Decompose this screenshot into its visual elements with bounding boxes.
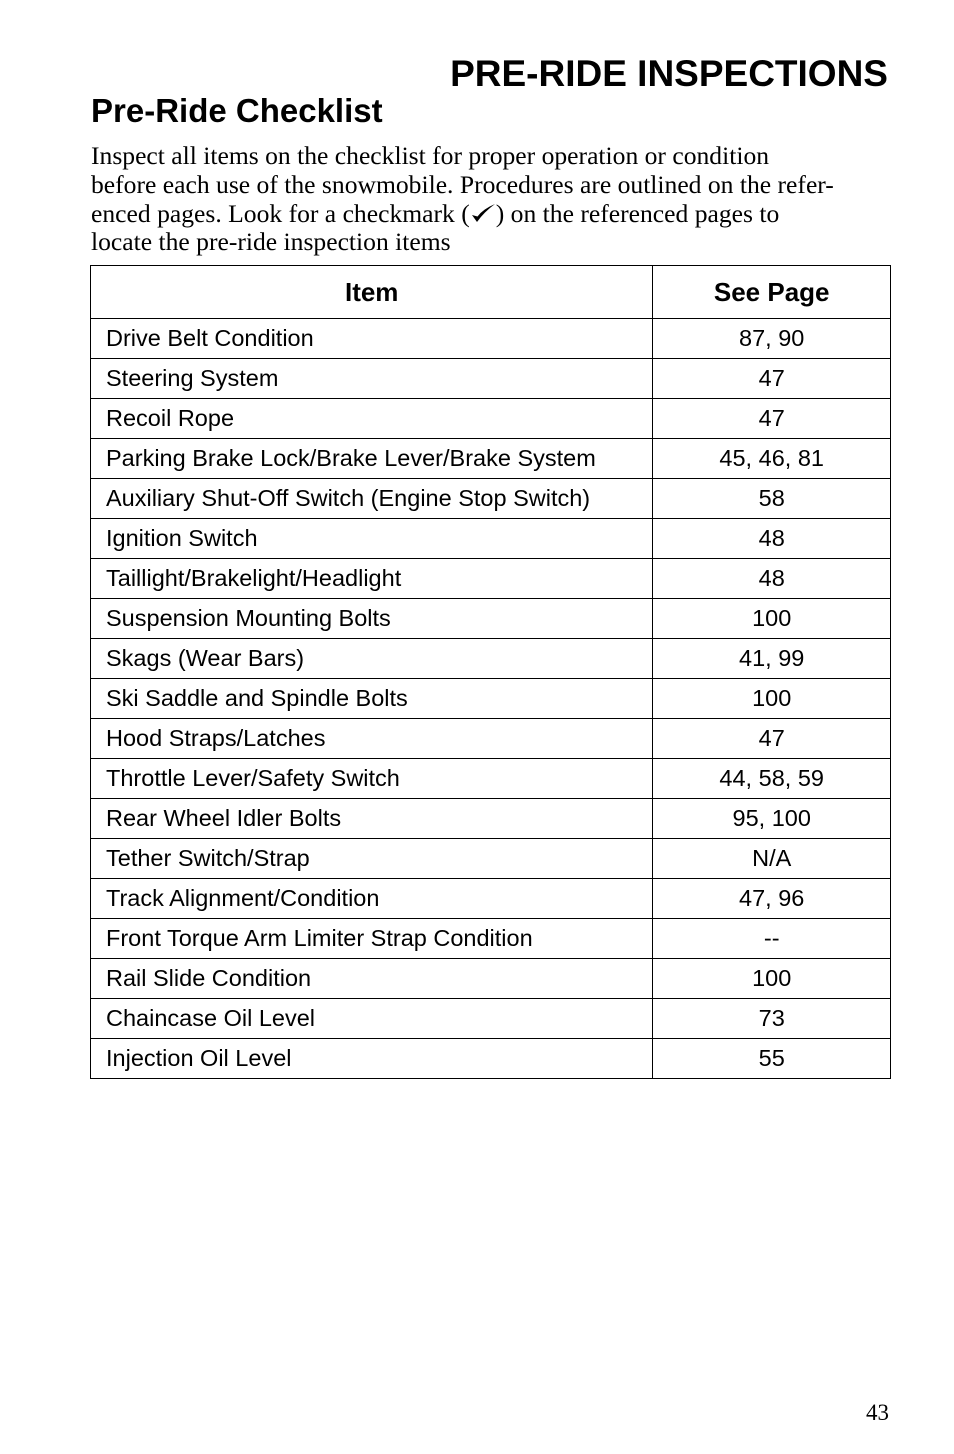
item-cell: Auxiliary Shut-Off Switch (Engine Stop Switch) bbox=[91, 479, 653, 519]
see-page-cell: 47, 96 bbox=[653, 879, 891, 919]
see-page-cell: 47 bbox=[653, 719, 891, 759]
column-header-item: Item bbox=[91, 266, 653, 319]
table-row bbox=[91, 679, 891, 719]
item-cell: Ignition Switch bbox=[91, 519, 653, 559]
item-cell: Track Alignment/Condition bbox=[91, 879, 653, 919]
checkmark-icon bbox=[470, 202, 496, 224]
intro-line-1: Inspect all items on the checklist for proper operation or condition bbox=[91, 141, 770, 170]
table-row bbox=[91, 439, 891, 479]
table-row bbox=[91, 839, 891, 879]
item-cell: Recoil Rope bbox=[91, 399, 653, 439]
item-cell: Ski Saddle and Spindle Bolts bbox=[91, 679, 653, 719]
pre-ride-checklist-table bbox=[90, 265, 891, 1079]
item-cell: Taillight/Brakelight/Headlight bbox=[91, 559, 653, 599]
see-page-cell: 48 bbox=[653, 519, 891, 559]
table-row bbox=[91, 599, 891, 639]
item-cell: Front Torque Arm Limiter Strap Condition bbox=[91, 919, 653, 959]
see-page-cell: 55 bbox=[653, 1039, 891, 1079]
item-cell: Tether Switch/Strap bbox=[91, 839, 653, 879]
section-title: Pre-Ride Checklist bbox=[91, 92, 383, 129]
intro-line-3-start: enced pages. Look for a checkmark ( bbox=[91, 198, 470, 228]
see-page-cell: -- bbox=[653, 919, 891, 959]
table-row bbox=[91, 479, 891, 519]
table-row bbox=[91, 319, 891, 359]
item-cell: Hood Straps/Latches bbox=[91, 719, 653, 759]
item-cell: Skags (Wear Bars) bbox=[91, 639, 653, 679]
table-row bbox=[91, 799, 891, 839]
item-cell: Steering System bbox=[91, 359, 653, 399]
table-row bbox=[91, 719, 891, 759]
item-cell: Chaincase Oil Level bbox=[91, 999, 653, 1039]
item-cell: Throttle Lever/Safety Switch bbox=[91, 759, 653, 799]
item-cell: Rear Wheel Idler Bolts bbox=[91, 799, 653, 839]
item-cell: Rail Slide Condition bbox=[91, 959, 653, 999]
table-row bbox=[91, 759, 891, 799]
table-row bbox=[91, 399, 891, 439]
table-row bbox=[91, 559, 891, 599]
chapter-title: PRE-RIDE INSPECTIONS bbox=[450, 53, 888, 94]
intro-line-4: locate the pre-ride inspection items bbox=[91, 227, 451, 257]
item-cell: Suspension Mounting Bolts bbox=[91, 599, 653, 639]
table-header-row bbox=[91, 266, 891, 319]
intro-paragraph bbox=[91, 142, 891, 257]
table-row bbox=[91, 919, 891, 959]
column-header-see-page: See Page bbox=[653, 266, 891, 319]
see-page-cell: 100 bbox=[653, 959, 891, 999]
page-number: 43 bbox=[866, 1400, 889, 1425]
table-row bbox=[91, 1039, 891, 1079]
see-page-cell: 41, 99 bbox=[653, 639, 891, 679]
see-page-cell: 47 bbox=[653, 359, 891, 399]
table-body bbox=[91, 319, 891, 1079]
intro-line-2: before each use of the snowmobile. Procedures are outlined on the refer- bbox=[91, 169, 834, 199]
see-page-cell: N/A bbox=[653, 839, 891, 879]
see-page-cell: 58 bbox=[653, 479, 891, 519]
table-row bbox=[91, 879, 891, 919]
item-cell: Injection Oil Level bbox=[91, 1039, 653, 1079]
table-row bbox=[91, 959, 891, 999]
see-page-cell: 87, 90 bbox=[653, 319, 891, 359]
see-page-cell: 44, 58, 59 bbox=[653, 759, 891, 799]
table-row bbox=[91, 519, 891, 559]
see-page-cell: 95, 100 bbox=[653, 799, 891, 839]
item-cell: Parking Brake Lock/Brake Lever/Brake System bbox=[91, 439, 653, 479]
table-row bbox=[91, 639, 891, 679]
see-page-cell: 73 bbox=[653, 999, 891, 1039]
intro-line-3 bbox=[91, 200, 891, 229]
see-page-cell: 100 bbox=[653, 679, 891, 719]
see-page-cell: 45, 46, 81 bbox=[653, 439, 891, 479]
table-row bbox=[91, 359, 891, 399]
see-page-cell: 47 bbox=[653, 399, 891, 439]
see-page-cell: 48 bbox=[653, 559, 891, 599]
see-page-cell: 100 bbox=[653, 599, 891, 639]
item-cell: Drive Belt Condition bbox=[91, 319, 653, 359]
table-row bbox=[91, 999, 891, 1039]
intro-line-3-end: ) on the referenced pages to bbox=[495, 198, 780, 228]
